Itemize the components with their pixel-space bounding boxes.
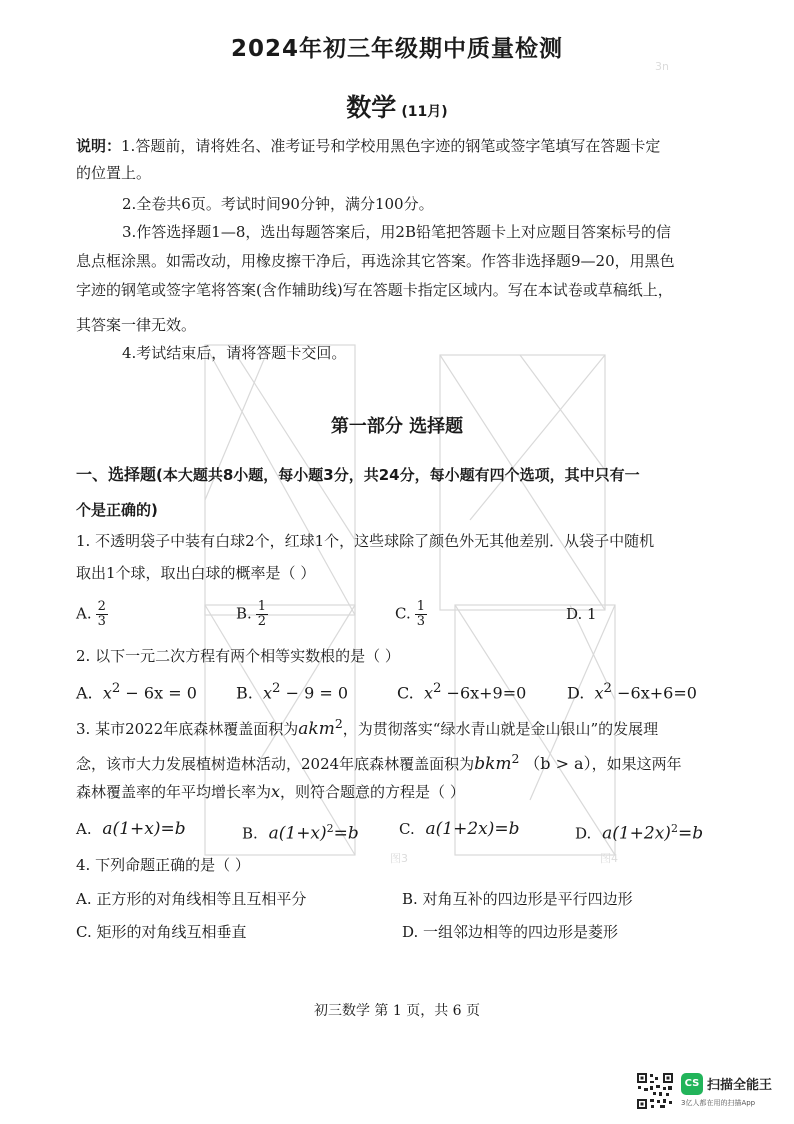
section-title: 第一部分 选择题 bbox=[330, 416, 464, 437]
qr-code-icon bbox=[636, 1072, 674, 1110]
q2-option-d: D. $x^2 -6x+6=0$ bbox=[567, 681, 697, 703]
svg-text:图4: 图4 bbox=[600, 852, 618, 865]
exam-month: (11月) bbox=[401, 104, 448, 120]
section-heading: 一、选择题(本大题共8小题，每小题3分，共24分，每小题有四个选项，其中只有一 bbox=[76, 465, 640, 484]
instruction-1-cont: 的位置上。 bbox=[76, 164, 152, 182]
q4-option-a: A. 正方形的对角线相等且互相平分 bbox=[76, 890, 307, 908]
q3-option-b: B. $a(1+x)^2=b$ bbox=[242, 822, 359, 844]
q2-option-a: A. $x^2 - 6x = 0$ bbox=[76, 681, 197, 703]
q1-option-d: D. 1 bbox=[566, 605, 597, 623]
q4-option-b: B. 对角互补的四边形是平行四边形 bbox=[402, 890, 633, 908]
svg-text:3n: 3n bbox=[655, 60, 669, 73]
fraction: $\frac{2}{3}$ bbox=[97, 599, 106, 629]
instruction-3: 3.作答选择题1—8，选出每题答案后，用2B铅笔把答题卡上对应题目答案标号的信 bbox=[122, 223, 671, 241]
camscanner-logo: CS bbox=[681, 1073, 703, 1095]
q2-option-c: C. $x^2 -6x+9=0$ bbox=[397, 681, 527, 703]
camscanner-name: 扫描全能王 bbox=[707, 1078, 773, 1093]
q2-option-b: B. $x^2 - 9 = 0$ bbox=[236, 681, 349, 703]
instruction-3-cont-1: 息点框涂黑。如需改动，用橡皮擦干净后，再选涂其它答案。作答非选择题9—20，用黑色 bbox=[76, 252, 675, 270]
instruction-4: 4.考试结束后，请将答题卡交回。 bbox=[122, 344, 347, 362]
instruction-3-cont-3: 其答案一律无效。 bbox=[76, 316, 197, 334]
question-2-stem: 2. 以下一元二次方程有两个相等实数根的是（ ） bbox=[76, 647, 400, 665]
q1-option-c: C. $\frac{1}{3}$ bbox=[395, 599, 425, 629]
q4-option-d: D. 一组邻边相等的四边形是菱形 bbox=[402, 923, 619, 941]
section-heading-cont: 个是正确的) bbox=[76, 501, 158, 519]
question-3-stem-cont-1: 念，该市大力发展植树造林活动，2024年底森林覆盖面积为bkm$^2$ （b > a），如果这两年 bbox=[76, 751, 682, 774]
question-1-stem: 1. 不透明袋子中装有白球2个，红球1个，这些球除了颜色外无其他差别．从袋子中随机 bbox=[76, 532, 655, 550]
subject-name: 数学 bbox=[346, 93, 397, 122]
fraction: $\frac{1}{3}$ bbox=[416, 599, 425, 629]
q4-option-c: C. 矩形的对角线互相垂直 bbox=[76, 923, 247, 941]
question-3-stem-cont-2: 森林覆盖率的年平均增长率为x，则符合题意的方程是（ ） bbox=[76, 782, 465, 801]
exam-subject bbox=[0, 88, 794, 124]
camscanner-slogan: 3亿人都在用的扫描App bbox=[681, 1099, 756, 1107]
q3-option-d: D. $a(1+2x)^2=b$ bbox=[575, 822, 704, 844]
fraction: $\frac{1}{2}$ bbox=[257, 599, 267, 629]
instruction-1: 说明：1.答题前，请将姓名、准考证号和学校用黑色字迹的钢笔或签字笔填写在答题卡定 bbox=[76, 137, 661, 155]
page-footer: 初三数学 第 1 页，共 6 页 bbox=[313, 1003, 481, 1019]
q1-option-b: B. $\frac{1}{2}$ bbox=[236, 599, 267, 629]
q1-option-a: A. $\frac{2}{3}$ bbox=[76, 599, 106, 629]
q3-option-c: C. a(1+2x)=b bbox=[399, 819, 520, 839]
section-heading-label: 一、选择题 bbox=[76, 465, 157, 484]
svg-text:图3: 图3 bbox=[390, 852, 408, 865]
instruction-2: 2.全卷共6页。考试时间90分钟，满分100分。 bbox=[122, 195, 434, 213]
question-4-stem: 4. 下列命题正确的是（ ） bbox=[76, 856, 250, 874]
instructions-label: 说明： bbox=[76, 137, 122, 155]
question-1-stem-cont: 取出1个球，取出白球的概率是（ ） bbox=[76, 564, 316, 582]
question-3-stem: 3. 某市2022年底森林覆盖面积为akm$^2$，为贯彻落实“绿水青山就是金山银山”的发展理 bbox=[76, 716, 659, 739]
instruction-3-cont-2: 字迹的钢笔或签字笔将答案(含作辅助线)写在答题卡指定区域内。写在本试卷或草稿纸上， bbox=[76, 281, 673, 299]
q3-option-a: A. a(1+x)=b bbox=[76, 819, 186, 839]
exam-title: 2024年初三年级期中质量检测 bbox=[230, 36, 563, 62]
